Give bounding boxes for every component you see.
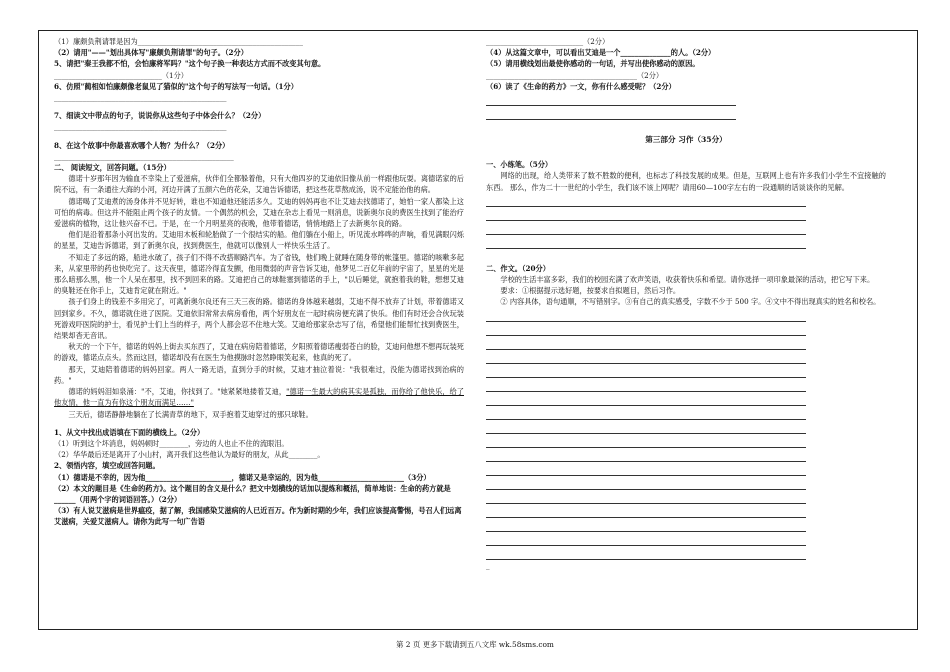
- question-line: （3）有人说艾滋病是世界瘟疫，据了解，我国感染艾滋病的人已近百万。作为新时期的少年，我们应该提高警惕，号召人们远离艾滋病，关爱艾滋病人。请你为此写一句广告语: [54, 506, 462, 527]
- writing-line: [486, 406, 806, 420]
- end-mark: _: [486, 560, 490, 570]
- answer-rule: [486, 106, 736, 120]
- question-line: 7、细读文中带点的句子，说说你从这些句子中体会什么？（2分）: [54, 111, 266, 121]
- question-line: （6）读了《生命的药方》一文，你有什么感受呢？（2分）: [486, 81, 676, 91]
- writing-line: [486, 532, 806, 546]
- answer-line: ________________________________________________: [54, 93, 227, 103]
- writing-line: [486, 336, 806, 350]
- writing-line: [486, 518, 806, 532]
- answer-rule: [486, 235, 806, 249]
- answer-line: ______________________________（1分）: [54, 70, 188, 80]
- question-line: （2）华华最后还是离开了小山村，离开我们这些他认为最好的朋友，从此________。: [54, 450, 325, 460]
- answer-line: ___________________________（2分）: [486, 37, 610, 46]
- passage-paragraph: 那天，艾迪陪着德诺的妈妈回家。两人一路无语，直到分手的时候，艾迪才抽泣着说："我很难过，没能为德诺找到治病的药。": [54, 364, 464, 385]
- writing-line: [486, 490, 806, 504]
- passage-paragraph: [54, 386, 464, 408]
- writing-line: [486, 546, 806, 560]
- writing-line: [486, 378, 806, 392]
- subsection-heading: 二、作文。（20分）: [486, 263, 550, 273]
- writing-line: [486, 350, 806, 364]
- subsection-heading: 一、小练笔。（5分）: [486, 160, 553, 170]
- question-line: （2）本文的题目是《生命的药方》。这个题目的含义是什么？把文中划横线的话加以提炼和概括，简单地说：生命的药方就是______（用两个字的词语回答。）（2分）: [54, 483, 451, 504]
- question-line: （5）请用横线划出最使你感动的一句话，并写出使你感动的原因。: [486, 59, 700, 69]
- page-footer: 第 2 页 更多下载请到五八文库 wk.58sms.com: [396, 640, 554, 649]
- question-line: 2、领悟内容，填空或回答问题。: [54, 461, 160, 471]
- question-line: 5、请把"秦王我都不怕，会怕廉将军吗？"这个句子换一种表达方式而不改变其句意。: [54, 59, 326, 69]
- requirement-line: ② 内容具体，语句通顺，不写错别字。③有自己的真实感受，字数不少于 500 字。④文中不得出现真实的姓名和校名。: [500, 297, 881, 307]
- answer-rule: [486, 207, 806, 221]
- right-column: [486, 36, 886, 571]
- question-line: （4）从这篇文章中，可以看出艾迪是一个______________的人。（2分）: [486, 48, 716, 58]
- answer-rule: [486, 221, 806, 235]
- answer-rule: [486, 92, 736, 106]
- requirement-line: 要求：①根据提示选好题，按要求自拟题目，然后习作。: [500, 286, 681, 296]
- underlined-sentence: "德诺一生最大的病其实是孤独，而你给了他快乐，给了他友情，他一直为有你这个朋友而满足……": [54, 387, 464, 408]
- answer-line: __________________________________________（2分）: [486, 70, 664, 80]
- question-line: （1）德诺是不幸的，因为他________________________，德诺又是幸运的，因为他________________________（3分）: [54, 472, 431, 482]
- writing-line: [486, 504, 806, 518]
- writing-line: [486, 392, 806, 406]
- answer-line: ________________________________________________: [54, 122, 227, 132]
- passage-text: 德诺的妈妈泪如泉涌："不，艾迪，你找到了。"她紧紧地搂着艾迪，: [68, 387, 287, 397]
- writing-line: [486, 308, 806, 322]
- passage-paragraph: 他们是沿着那条小河出发的。艾迪用木板和轮胎做了一个很结实的船。他们躺在小船上，听见流水哗哗的声响，看见满眼闪烁的星星，艾迪告诉德诺，到了新奥尔良，找到费医生，他就可以像别人一样快乐生活了。: [54, 230, 464, 251]
- question-line: 6、仿照"蔺相如怕廉颇像老鼠见了猫似的"这个句子的写法写一句话。（1分）: [54, 81, 298, 91]
- writing-line: [486, 322, 806, 336]
- writing-line: [486, 462, 806, 476]
- writing-line: [486, 434, 806, 448]
- passage-paragraph: 三天后，德诺静静地躺在了长满青草的地下，双手抱着艾迪穿过的那只球鞋。: [68, 409, 313, 419]
- writing-lines: [486, 308, 886, 560]
- writing-line: [486, 476, 806, 490]
- reading-section-heading: 二、 阅读短文，回答问题。（15分）: [54, 163, 171, 173]
- question-line: （1）听到这个坏消息，妈妈顿时________，旁边的人也止不住的流眼泪。: [54, 438, 289, 448]
- prompt-paragraph: 学校的生活丰富多彩，我们的校园充满了欢声笑语，收获着快乐和希望。请你选择一项印象最深的活动，把它写下来。: [500, 275, 875, 285]
- question-line: 1、从文中找出成语填在下面的横线上。（2分）: [54, 427, 205, 437]
- answer-rule: [486, 193, 806, 207]
- passage-paragraph: 德诺十岁那年因为输血不幸染上了爱滋病，伙伴们全都躲着他，只有大他四岁的艾迪依旧像从前一样跟他玩耍。离德诺家的后院不远，有一条通往大海的小河，河边开满了五颜六色的花朵，艾迪告诉德诺，把这些花草熬成汤，说不定能治他的病。: [54, 174, 464, 195]
- writing-line: [486, 364, 806, 378]
- question-line: （2）请用"——"划出具体写"廉颇负荆请罪"的句子。（2分）: [54, 48, 248, 58]
- left-column: [54, 36, 464, 528]
- question-line: 8、在这个故事中你最喜欢哪个人物？为什么？（2分）: [54, 140, 230, 150]
- passage-paragraph: 德诺喝了艾迪煮的汤身体并不见好转，谁也不知道他还能活多久。艾迪的妈妈再也不让艾迪去找德诺了，她怕一家人都染上这可怕的病毒。但这并不能阻止两个孩子的友情。一个偶然的机会，艾迪在杂志上看见一则消息，说新奥尔良的费医生找到了能治疗爱滋病的植物，这让他兴奋不已。于是，在一个月明星亮的夜晚，他带着德诺，悄悄地踏上了去新奥尔良的路。: [54, 196, 464, 229]
- question-line: （1）廉颇负荆请罪是因为______________________________________________: [54, 37, 303, 46]
- writing-line: [486, 448, 806, 462]
- passage-paragraph: 不知走了多远的路，船进水破了，孩子们不得不改搭顺路汽车。为了省钱，他们晚上就睡在随身带的帐篷里。德诺的咳嗽多起来，从家里带的药也快吃完了。这天夜里，德诺冷得直发颤，他用微弱的声音告诉艾迪，他梦见二百亿年前的宇宙了，星星的光是那么暗那么黑，他一个人呆在那里，找不到回来的路。艾迪把自己的球鞋塞到德诺的手上，"以后睡觉，就抱着我的鞋，想想艾迪的臭鞋还在你手上，艾迪肯定就在附近。": [54, 252, 464, 296]
- passage-paragraph: 孩子们身上的钱差不多用完了，可离新奥尔良还有三天三夜的路。德诺的身体越来越弱，艾迪不得不放弃了计划，带着德诺又回到家乡。不久，德诺就住进了医院。艾迪依旧常常去病房看他，两个好朋友在一起时病房便充满了快乐。他们有时还会合伙玩装死游戏吓医院的护士，看见护士们上当的样子，两个人都会忍不住地大笑。艾迪给那家杂志写了信，希望他们能帮忙找到费医生，结果却杳无音讯。: [54, 297, 464, 341]
- section-heading: 第三部分 习作（35分）: [645, 135, 727, 145]
- passage-paragraph: 秋天的一个下午，德诺的妈妈上街去买东西了，艾迪在病房陪着德诺，夕阳照着德诺瘦弱苍白的脸，艾迪问他想不想再玩装死的游戏，德诺点点头。然而这回，德诺却没有在医生为他摸脉时忽然睁眼笑起来，他真的死了。: [54, 342, 464, 363]
- prompt-paragraph: 网络的出现，给人类带来了数不胜数的便利，也标志了科技发展的成果。但是，互联网上也有许多我们小学生不宜接触的东西。 那么，作为二十一世纪的小学生，我们该不该上网呢？请用60—100字左右的一段通顺的话谈谈你的见解。: [486, 171, 886, 192]
- writing-line: [486, 420, 806, 434]
- answer-line: __________________________________________________: [54, 151, 234, 161]
